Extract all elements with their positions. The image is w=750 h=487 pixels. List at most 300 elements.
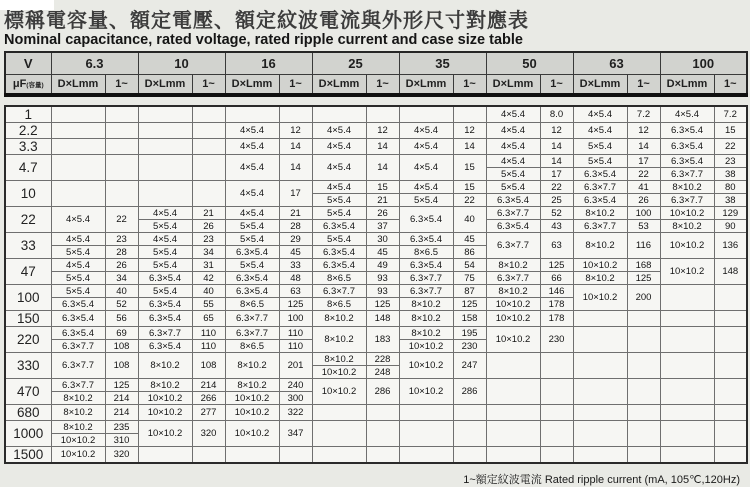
case-size-cell: 4×5.4: [399, 123, 453, 139]
ripple-current-cell: [540, 379, 573, 405]
case-size-cell: 4×5.4: [138, 233, 192, 246]
ripple-current-cell: 148: [366, 311, 399, 327]
case-size-cell: [51, 155, 105, 181]
ripple-current-cell: 45: [279, 246, 312, 259]
table-row: [5, 123, 747, 139]
ripple-current-cell: 14: [627, 139, 660, 155]
ripple-current-cell: [627, 405, 660, 421]
ripple-current-cell: 22: [540, 181, 573, 194]
table-subrow: [5, 272, 747, 285]
ripple-current-cell: 26: [627, 194, 660, 207]
case-size-cell: 6.3×5.4: [225, 272, 279, 285]
case-size-cell: [399, 405, 453, 421]
ripple-current-cell: 136: [714, 233, 747, 259]
ripple-current-cell: 34: [105, 272, 138, 285]
ripple-current-cell: 178: [540, 311, 573, 327]
ripple-current-cell: [279, 447, 312, 464]
ripple-current-cell: 15: [453, 155, 486, 181]
case-size-cell: 4×5.4: [486, 139, 540, 155]
voltage-header: 50: [486, 52, 573, 75]
case-size-cell: 8×10.2: [660, 181, 714, 194]
ripple-current-cell: 55: [192, 298, 225, 311]
case-size-cell: [573, 379, 627, 405]
case-size-cell: [486, 379, 540, 405]
ripple-current-cell: 86: [453, 246, 486, 259]
case-size-header: D×Lmm: [660, 75, 714, 96]
case-size-cell: [225, 106, 279, 123]
case-size-cell: 5×5.4: [312, 233, 366, 246]
case-size-cell: 10×10.2: [51, 447, 105, 464]
case-size-cell: 6.3×7.7: [51, 353, 105, 379]
ripple-current-cell: [366, 106, 399, 123]
ripple-current-cell: 322: [279, 405, 312, 421]
case-size-cell: [660, 327, 714, 353]
ripple-current-cell: 22: [714, 139, 747, 155]
ripple-current-cell: 266: [192, 392, 225, 405]
ripple-current-cell: 110: [192, 340, 225, 353]
case-size-cell: 6.3×5.4: [312, 259, 366, 272]
case-size-cell: 5×5.4: [573, 155, 627, 168]
ripple-current-cell: 201: [279, 353, 312, 379]
case-size-cell: 6.3×5.4: [399, 207, 453, 233]
ripple-current-cell: [627, 327, 660, 353]
ripple-current-cell: 63: [540, 233, 573, 259]
ripple-current-cell: 286: [453, 379, 486, 405]
case-size-cell: 10×10.2: [225, 421, 279, 447]
ripple-current-cell: [540, 421, 573, 447]
ripple-current-cell: [192, 139, 225, 155]
case-size-cell: 10×10.2: [51, 434, 105, 447]
case-size-header: D×Lmm: [312, 75, 366, 96]
case-size-cell: 10×10.2: [660, 259, 714, 285]
ripple-current-cell: 14: [540, 155, 573, 168]
corner-capacitance-sublabel: (容量): [26, 82, 44, 90]
case-size-cell: 5×5.4: [573, 139, 627, 155]
case-size-cell: [660, 421, 714, 447]
case-size-cell: 6.3×5.4: [51, 298, 105, 311]
case-size-cell: 10×10.2: [399, 353, 453, 379]
case-size-cell: 6.3×7.7: [486, 233, 540, 259]
case-size-cell: 4×5.4: [225, 155, 279, 181]
case-size-cell: 8×10.2: [573, 207, 627, 220]
ripple-current-cell: 300: [279, 392, 312, 405]
case-size-cell: 4×5.4: [312, 123, 366, 139]
ripple-current-cell: 23: [192, 233, 225, 246]
ripple-current-cell: 125: [279, 298, 312, 311]
ripple-current-cell: 108: [105, 340, 138, 353]
case-size-cell: 4×5.4: [399, 155, 453, 181]
ripple-current-cell: [105, 181, 138, 207]
case-size-cell: [660, 285, 714, 311]
ripple-current-cell: 48: [279, 272, 312, 285]
case-size-cell: 8×10.2: [486, 285, 540, 298]
case-size-cell: 6.3×5.4: [486, 194, 540, 207]
ripple-current-cell: 80: [714, 181, 747, 194]
case-size-cell: 8×10.2: [225, 353, 279, 379]
case-size-cell: 5×5.4: [486, 168, 540, 181]
case-size-cell: 8×10.2: [138, 353, 192, 379]
case-size-header: D×Lmm: [486, 75, 540, 96]
case-size-cell: 10×10.2: [312, 366, 366, 379]
ripple-current-cell: 178: [540, 298, 573, 311]
case-size-cell: 8×10.2: [51, 405, 105, 421]
case-size-cell: [138, 139, 192, 155]
ripple-current-cell: 40: [453, 207, 486, 233]
ripple-current-cell: 320: [192, 421, 225, 447]
corner-voltage-label: V: [5, 52, 51, 75]
capacitance-label: 150: [5, 311, 51, 327]
case-size-cell: 4×5.4: [225, 123, 279, 139]
case-size-cell: 10×10.2: [138, 405, 192, 421]
ripple-current-cell: [714, 311, 747, 327]
case-size-cell: [573, 353, 627, 379]
capacitance-label: 100: [5, 285, 51, 311]
case-size-cell: [138, 181, 192, 207]
ripple-current-cell: 7.2: [714, 106, 747, 123]
ripple-current-cell: 37: [366, 220, 399, 233]
case-size-cell: 5×5.4: [51, 246, 105, 259]
ripple-current-cell: 214: [192, 379, 225, 392]
ripple-current-cell: 63: [279, 285, 312, 298]
ripple-current-cell: 125: [627, 272, 660, 285]
ripple-current-cell: 183: [366, 327, 399, 353]
case-size-cell: 8×10.2: [399, 298, 453, 311]
case-size-cell: 5×5.4: [138, 259, 192, 272]
voltage-header: 63: [573, 52, 660, 75]
table-row: [5, 311, 747, 327]
ripple-current-cell: [105, 123, 138, 139]
case-size-cell: 8×10.2: [312, 327, 366, 353]
case-size-cell: 5×5.4: [399, 194, 453, 207]
ripple-current-cell: 14: [366, 155, 399, 181]
case-size-cell: [138, 447, 192, 464]
ripple-current-cell: [714, 405, 747, 421]
ripple-current-cell: [453, 106, 486, 123]
ripple-current-cell: 75: [453, 272, 486, 285]
case-size-cell: 10×10.2: [138, 392, 192, 405]
case-size-cell: 6.3×7.7: [312, 285, 366, 298]
case-size-header: D×Lmm: [225, 75, 279, 96]
ripple-current-cell: 17: [540, 168, 573, 181]
case-size-cell: [399, 447, 453, 464]
ripple-current-cell: 15: [366, 181, 399, 194]
case-size-cell: 5×5.4: [138, 285, 192, 298]
ripple-current-cell: 49: [366, 259, 399, 272]
case-size-cell: 5×5.4: [138, 246, 192, 259]
case-size-cell: 4×5.4: [660, 106, 714, 123]
ripple-current-header: 1~: [105, 75, 138, 96]
voltage-header-row: [5, 52, 747, 75]
table-row: [5, 139, 747, 155]
ripple-current-cell: 195: [453, 327, 486, 340]
ripple-current-cell: 12: [279, 123, 312, 139]
ripple-current-cell: 228: [366, 353, 399, 366]
case-size-cell: 8×10.2: [573, 233, 627, 259]
ripple-current-cell: 214: [105, 392, 138, 405]
case-size-cell: 6.3×5.4: [399, 233, 453, 246]
ripple-current-header: 1~: [453, 75, 486, 96]
ripple-current-cell: 22: [627, 168, 660, 181]
cropped-watermark-box: [0, 0, 54, 10]
ripple-current-cell: 110: [279, 327, 312, 340]
ripple-current-cell: 25: [540, 194, 573, 207]
ripple-current-cell: 116: [627, 233, 660, 259]
case-size-cell: 6.3×5.4: [312, 246, 366, 259]
case-size-header: D×Lmm: [399, 75, 453, 96]
case-size-cell: 6.3×5.4: [138, 298, 192, 311]
ripple-current-cell: 93: [366, 272, 399, 285]
case-size-cell: 5×5.4: [312, 194, 366, 207]
page-title-english: Nominal capacitance, rated voltage, rated ripple current and case size table: [4, 32, 523, 48]
case-size-cell: 10×10.2: [399, 379, 453, 405]
ripple-current-cell: 12: [366, 123, 399, 139]
case-size-cell: 8×6.5: [312, 298, 366, 311]
case-size-cell: 10×10.2: [660, 207, 714, 220]
case-size-cell: 4×5.4: [312, 139, 366, 155]
ripple-current-cell: 158: [453, 311, 486, 327]
table-row: [5, 447, 747, 464]
case-size-cell: 4×5.4: [225, 207, 279, 220]
ripple-current-cell: 110: [192, 327, 225, 340]
ripple-current-cell: [627, 379, 660, 405]
case-size-cell: [312, 447, 366, 464]
ripple-current-cell: [453, 405, 486, 421]
ripple-current-cell: 125: [453, 298, 486, 311]
ripple-current-cell: 52: [540, 207, 573, 220]
case-size-cell: 6.3×5.4: [486, 220, 540, 233]
ripple-current-cell: [714, 421, 747, 447]
ripple-current-cell: 12: [453, 123, 486, 139]
case-size-cell: 6.3×7.7: [573, 181, 627, 194]
case-size-cell: [660, 379, 714, 405]
footer-note: 1~額定紋波電流 Rated ripple current (mA, 105℃,120Hz): [463, 474, 740, 487]
ripple-current-cell: 125: [540, 259, 573, 272]
case-size-cell: 5×5.4: [138, 220, 192, 233]
ripple-current-cell: 248: [366, 366, 399, 379]
capacitance-label: 33: [5, 233, 51, 259]
case-size-cell: 8×10.2: [573, 272, 627, 285]
ripple-current-cell: 52: [105, 298, 138, 311]
ripple-current-cell: 146: [540, 285, 573, 298]
case-size-cell: 6.3×5.4: [51, 327, 105, 340]
ripple-current-cell: 320: [105, 447, 138, 464]
table-row: [5, 353, 747, 366]
ripple-current-cell: [192, 155, 225, 181]
ripple-current-header: 1~: [366, 75, 399, 96]
case-size-cell: 8×10.2: [399, 327, 453, 340]
ripple-current-cell: 310: [105, 434, 138, 447]
ripple-current-cell: [105, 106, 138, 123]
ripple-current-cell: 45: [453, 233, 486, 246]
case-size-cell: 4×5.4: [573, 123, 627, 139]
ripple-current-cell: 31: [192, 259, 225, 272]
capacitance-label: 47: [5, 259, 51, 285]
case-size-cell: 6.3×5.4: [573, 194, 627, 207]
case-size-cell: 5×5.4: [225, 233, 279, 246]
ripple-current-cell: 87: [453, 285, 486, 298]
voltage-header: 35: [399, 52, 486, 75]
case-size-cell: [399, 106, 453, 123]
ripple-current-header: 1~: [192, 75, 225, 96]
case-size-cell: 6.3×5.4: [51, 311, 105, 327]
case-size-cell: 5×5.4: [312, 207, 366, 220]
ripple-current-cell: 125: [366, 298, 399, 311]
ripple-current-cell: 12: [540, 123, 573, 139]
ripple-current-cell: 26: [366, 207, 399, 220]
case-size-cell: 5×5.4: [51, 285, 105, 298]
case-size-cell: 6.3×7.7: [399, 272, 453, 285]
spec-table-wrapper: [0, 48, 750, 464]
case-size-cell: 6.3×5.4: [312, 220, 366, 233]
case-size-cell: 6.3×5.4: [225, 246, 279, 259]
ripple-current-cell: 247: [453, 353, 486, 379]
ripple-current-cell: 34: [192, 246, 225, 259]
ripple-current-cell: 15: [714, 123, 747, 139]
voltage-header: 16: [225, 52, 312, 75]
subheader-row: [5, 75, 747, 96]
ripple-current-cell: [714, 353, 747, 379]
ripple-current-cell: 17: [279, 181, 312, 207]
ripple-current-cell: 240: [279, 379, 312, 392]
case-size-cell: 5×5.4: [225, 259, 279, 272]
capacitance-label: 10: [5, 181, 51, 207]
ripple-current-cell: 38: [714, 168, 747, 181]
case-size-cell: 5×5.4: [486, 181, 540, 194]
case-size-cell: 6.3×7.7: [225, 327, 279, 340]
ripple-current-cell: 56: [105, 311, 138, 327]
ripple-current-cell: 110: [279, 340, 312, 353]
table-row: [5, 379, 747, 392]
ripple-current-cell: 230: [540, 327, 573, 353]
case-size-cell: [573, 447, 627, 464]
voltage-header: 6.3: [51, 52, 138, 75]
case-size-cell: 4×5.4: [399, 139, 453, 155]
case-size-cell: 6.3×7.7: [486, 272, 540, 285]
case-size-cell: 4×5.4: [51, 233, 105, 246]
ripple-current-header: 1~: [540, 75, 573, 96]
case-size-cell: 8×10.2: [51, 392, 105, 405]
ripple-current-cell: 14: [366, 139, 399, 155]
ripple-current-cell: 14: [540, 139, 573, 155]
ripple-current-cell: [453, 447, 486, 464]
ripple-current-cell: [192, 106, 225, 123]
table-row: [5, 327, 747, 340]
case-size-cell: 4×5.4: [225, 139, 279, 155]
case-size-cell: 8×10.2: [312, 311, 366, 327]
case-size-cell: 6.3×5.4: [138, 272, 192, 285]
case-size-cell: 10×10.2: [660, 233, 714, 259]
ripple-current-cell: 277: [192, 405, 225, 421]
ripple-current-cell: 168: [627, 259, 660, 272]
case-size-cell: 10×10.2: [225, 392, 279, 405]
ripple-current-cell: [453, 421, 486, 447]
case-size-cell: 6.3×7.7: [486, 207, 540, 220]
ripple-current-cell: 17: [627, 155, 660, 168]
case-size-cell: 4×5.4: [312, 155, 366, 181]
ripple-current-cell: 14: [279, 155, 312, 181]
ripple-current-cell: 40: [105, 285, 138, 298]
ripple-current-cell: 90: [714, 220, 747, 233]
capacitance-label: 1000: [5, 421, 51, 447]
case-size-cell: [51, 106, 105, 123]
ripple-current-cell: 21: [279, 207, 312, 220]
case-size-cell: 6.3×5.4: [225, 285, 279, 298]
capacitance-label: 1500: [5, 447, 51, 464]
header-body-gap: [4, 97, 750, 105]
case-size-cell: [51, 123, 105, 139]
title-block: [0, 0, 750, 48]
ripple-current-cell: 21: [366, 194, 399, 207]
case-size-cell: 8×6.5: [312, 272, 366, 285]
table-row: [5, 259, 747, 272]
case-size-cell: 6.3×5.4: [138, 340, 192, 353]
ripple-current-header: 1~: [714, 75, 747, 96]
ripple-current-cell: 41: [627, 181, 660, 194]
case-size-cell: 6.3×5.4: [573, 168, 627, 181]
case-size-cell: 8×6.5: [399, 246, 453, 259]
ripple-current-cell: 286: [366, 379, 399, 405]
ripple-current-cell: [714, 447, 747, 464]
case-size-header: D×Lmm: [573, 75, 627, 96]
table-row: [5, 421, 747, 434]
ripple-current-cell: 65: [192, 311, 225, 327]
case-size-cell: [573, 421, 627, 447]
ripple-current-cell: 15: [453, 181, 486, 194]
spec-table-header: [4, 51, 748, 97]
case-size-cell: [486, 353, 540, 379]
ripple-current-cell: [279, 106, 312, 123]
ripple-current-cell: 23: [105, 233, 138, 246]
case-size-cell: 4×5.4: [486, 123, 540, 139]
case-size-cell: [51, 139, 105, 155]
case-size-cell: [312, 405, 366, 421]
case-size-cell: [660, 405, 714, 421]
ripple-current-cell: 100: [279, 311, 312, 327]
case-size-cell: 4×5.4: [486, 155, 540, 168]
case-size-cell: 6.3×7.7: [225, 311, 279, 327]
ripple-current-cell: [627, 311, 660, 327]
ripple-current-cell: [714, 285, 747, 311]
ripple-current-cell: 54: [453, 259, 486, 272]
case-size-cell: [138, 155, 192, 181]
voltage-header: 25: [312, 52, 399, 75]
case-size-cell: 6.3×5.4: [660, 155, 714, 168]
case-size-header: D×Lmm: [51, 75, 105, 96]
case-size-cell: [573, 405, 627, 421]
ripple-current-cell: [192, 447, 225, 464]
ripple-current-cell: [540, 447, 573, 464]
capacitance-label: 3.3: [5, 139, 51, 155]
ripple-current-cell: [192, 123, 225, 139]
ripple-current-cell: 69: [105, 327, 138, 340]
ripple-current-cell: [540, 405, 573, 421]
ripple-current-cell: [366, 405, 399, 421]
ripple-current-cell: 108: [105, 353, 138, 379]
case-size-cell: 10×10.2: [486, 298, 540, 311]
ripple-current-cell: 28: [279, 220, 312, 233]
ripple-current-cell: [627, 447, 660, 464]
capacitance-label: 680: [5, 405, 51, 421]
case-size-cell: 5×5.4: [225, 220, 279, 233]
case-size-cell: 4×5.4: [486, 106, 540, 123]
case-size-cell: 4×5.4: [51, 259, 105, 272]
ripple-current-cell: 33: [279, 259, 312, 272]
ripple-current-cell: 93: [366, 285, 399, 298]
capacitance-label: 330: [5, 353, 51, 379]
ripple-current-cell: 66: [540, 272, 573, 285]
ripple-current-header: 1~: [279, 75, 312, 96]
ripple-current-header: 1~: [627, 75, 660, 96]
